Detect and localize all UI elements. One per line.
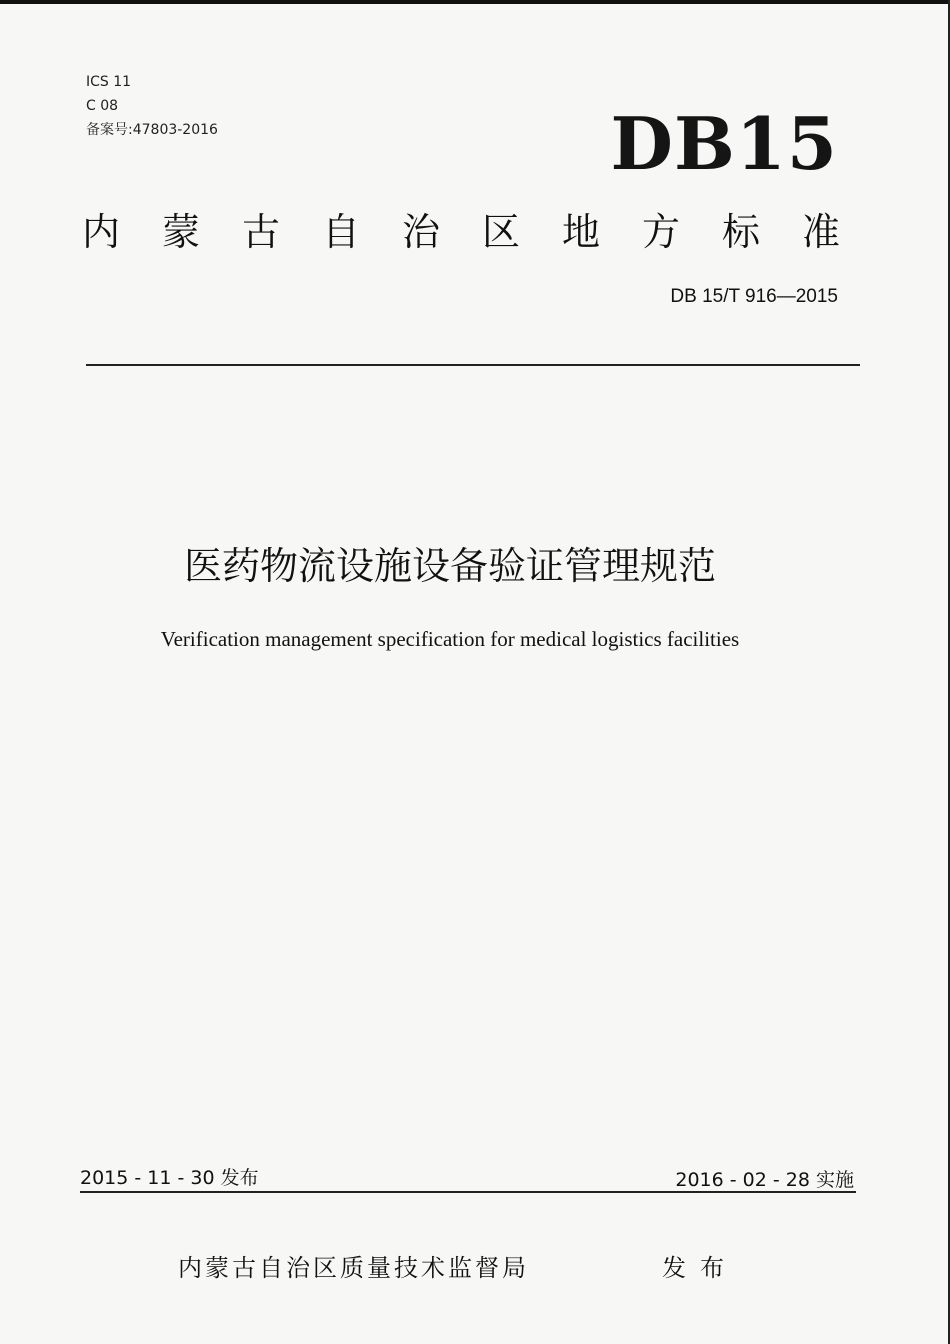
implementation-date: 2016 - 02 - 28 实施 xyxy=(675,1169,854,1191)
issuer-publish-label: 发布 xyxy=(662,1254,738,1282)
document-title-chinese: 医药物流设施设备验证管理规范 xyxy=(183,544,716,588)
header-divider xyxy=(86,364,860,366)
db15-logo: DB15 xyxy=(610,101,838,186)
document-title-english: Verification management specification for medical logistics facilities xyxy=(160,627,740,651)
filing-number: 备案号:47803-2016 xyxy=(86,122,218,138)
classification-block xyxy=(86,70,218,142)
issue-date: 2015 - 11 - 30 发布 xyxy=(80,1167,259,1189)
issuing-authority: 内蒙古自治区质量技术监督局 xyxy=(178,1254,529,1282)
standard-type-heading: 内蒙古自治区地方标准 xyxy=(82,210,883,254)
page-top-edge xyxy=(0,0,950,4)
footer-divider xyxy=(80,1191,856,1193)
ics-code: ICS 11 xyxy=(86,74,132,90)
standard-code: DB 15/T 916—2015 xyxy=(670,286,838,307)
ccs-code: C 08 xyxy=(86,98,119,114)
